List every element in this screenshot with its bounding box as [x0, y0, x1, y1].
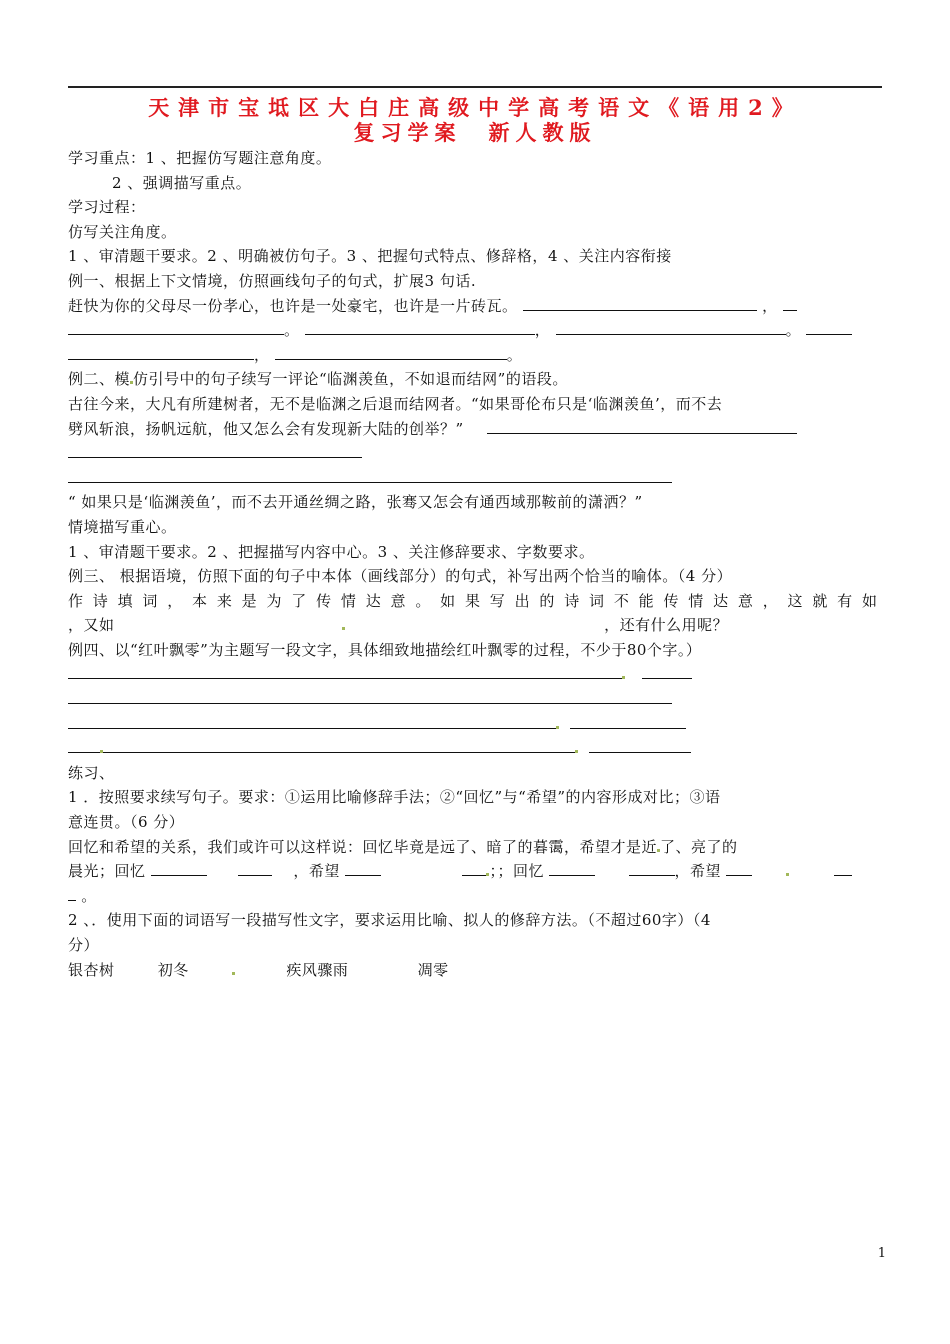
- answer-blank[interactable]: [103, 738, 575, 753]
- marker-dot: [622, 676, 625, 679]
- example-4-blank-row: [68, 736, 882, 761]
- answer-blank[interactable]: [726, 861, 752, 876]
- answer-blank[interactable]: [642, 664, 692, 679]
- marker-dot: [786, 873, 789, 876]
- answer-blank[interactable]: [151, 861, 207, 876]
- answer-blank[interactable]: [238, 861, 272, 876]
- practice-2-words: [68, 958, 882, 983]
- marker-dot: [556, 726, 559, 729]
- answer-blank[interactable]: [806, 320, 852, 335]
- answer-blank[interactable]: [589, 738, 691, 753]
- header-rule: [68, 86, 882, 88]
- description-steps: 1 、审清题干要求。2 、把握描写内容中心。3 、关注修辞要求、字数要求。: [68, 542, 595, 561]
- example-2-blank-row: [68, 466, 882, 491]
- answer-blank[interactable]: [68, 714, 556, 729]
- example-2-quote: “ 如果只是‘临渊羡鱼’，而不去开通丝绸之路，张骞又怎会有通西域那鞍前的潇洒？”: [68, 493, 643, 512]
- practice-1-prompt: 1 ．按照要求续写句子。要求：①运用比喻修辞手法；②“回忆”与“希望”的内容形成对比；③语: [68, 788, 721, 807]
- answer-blank[interactable]: [570, 714, 686, 729]
- practice-1-blanks-end: 。: [68, 884, 882, 909]
- practice-heading: 练习、: [68, 763, 115, 782]
- answer-blank[interactable]: [68, 468, 672, 483]
- answer-blank[interactable]: [345, 861, 381, 876]
- answer-blank[interactable]: [629, 861, 675, 876]
- word-2: 初冬: [157, 960, 189, 979]
- answer-blank[interactable]: [556, 320, 786, 335]
- answer-blank[interactable]: [549, 861, 595, 876]
- example-4-blank-row: [68, 687, 882, 712]
- example-2-prompt: 例二、模 仿引号中的句子续写一评论“临渊羡鱼，不如退而结网”的语段。: [68, 370, 568, 389]
- example-2-text-1: 古往今来，大凡有所建树者，无不是临渊之后退而结网者。“如果哥伦布只是‘临渊羡鱼’，而不去: [68, 394, 723, 413]
- example-4-blank-row: [68, 662, 882, 687]
- word-1: 银杏树: [68, 960, 115, 979]
- imitation-steps: 1 、审清题干要求。2 、明确被仿句子。3 、把握句式特点、修辞格，4 、关注内容衔接: [68, 247, 672, 266]
- practice-1-text: 回忆和希望的关系，我们或许可以这样说：回忆毕竟是远了、暗了的暮霭，希望才是近 了、亮了的: [68, 837, 738, 856]
- answer-blank[interactable]: [68, 689, 672, 704]
- document-title-line1: 天津市宝坻区大白庄高级中学高考语文《语用2》: [148, 95, 802, 120]
- example-3-prompt: 例三、 根据语境，仿照下面的句子中本体（画线部分）的句式，补写出两个恰当的喻体。（4 分）: [68, 567, 733, 586]
- document-title-line2: 复习学案 新人教版: [353, 120, 597, 145]
- answer-blank[interactable]: [834, 861, 852, 876]
- answer-blank[interactable]: [68, 738, 100, 753]
- answer-blank[interactable]: [68, 345, 254, 360]
- example-2-blank-row: [68, 441, 882, 466]
- section-heading-description: 情境描写重心。: [68, 517, 177, 536]
- example-1-sentence: 赶快为你的父母尽一份孝心，也许是一处豪宅，也许是一片砖瓦。: [68, 296, 518, 315]
- word-4: 凋零: [417, 960, 449, 979]
- answer-blank[interactable]: [68, 886, 76, 901]
- answer-blank[interactable]: [68, 443, 362, 458]
- answer-blank[interactable]: [68, 664, 622, 679]
- focus-point-1: 学习重点：1 、把握仿写题注意角度。: [68, 149, 332, 167]
- practice-2-prompt: 2 、．使用下面的词语写一段描写性文字，要求运用比喻、拟人的修辞方法。（不超过60字）（4: [68, 911, 711, 930]
- section-heading-imitation: 仿写关注角度。: [68, 222, 177, 241]
- word-3: 疾风骤雨: [286, 960, 349, 979]
- page-number: 1: [877, 1246, 886, 1261]
- example-3-text: 作诗填词，本来是为了传情达意。如果写出的诗词不能传情达意，这就有如: [68, 591, 882, 610]
- focus-point-2: 2 、强调描写重点。: [112, 173, 252, 192]
- answer-blank[interactable]: [462, 861, 486, 876]
- example-3-text-2: ，又如 ，还有什么用呢？: [68, 616, 729, 635]
- process-heading: 学习过程：: [68, 198, 146, 217]
- example-1-blanks-row-3: ， 。: [68, 343, 882, 368]
- practice-1-prompt-cont: 意连贯。（6 分）: [68, 813, 185, 832]
- example-4-prompt: 例四、以“红叶飘零”为主题写一段文字，具体细致地描绘红叶飘零的过程，不少于80个字。）: [68, 640, 702, 659]
- example-1-prompt: 例一、根据上下文情境，仿照画线句子的句式，扩展3 句话.: [68, 271, 477, 290]
- answer-blank[interactable]: [68, 320, 284, 335]
- marker-dot: [575, 750, 578, 753]
- document-body: [68, 146, 882, 982]
- practice-2-prompt-cont: 分）: [68, 936, 100, 954]
- marker-dot: [232, 972, 235, 975]
- answer-blank[interactable]: [523, 296, 757, 311]
- answer-blank[interactable]: [783, 296, 797, 311]
- marker-dot: [342, 627, 345, 630]
- practice-1-blanks: 晨光；回忆 ，希望 ；；回忆 ，希望: [68, 859, 882, 884]
- answer-blank[interactable]: [275, 345, 507, 360]
- example-1-blanks-row-2: 。 ， 。: [68, 318, 882, 343]
- answer-blank[interactable]: [305, 320, 535, 335]
- example-2-text-2: 劈风斩浪，扬帆远航，他又怎么会有发现新大陆的创举？”: [68, 417, 882, 442]
- example-4-blank-row: [68, 712, 882, 737]
- example-1-text: 赶快为你的父母尽一份孝心，也许是一处豪宅，也许是一片砖瓦。 ，: [68, 294, 882, 319]
- answer-blank[interactable]: [487, 419, 797, 434]
